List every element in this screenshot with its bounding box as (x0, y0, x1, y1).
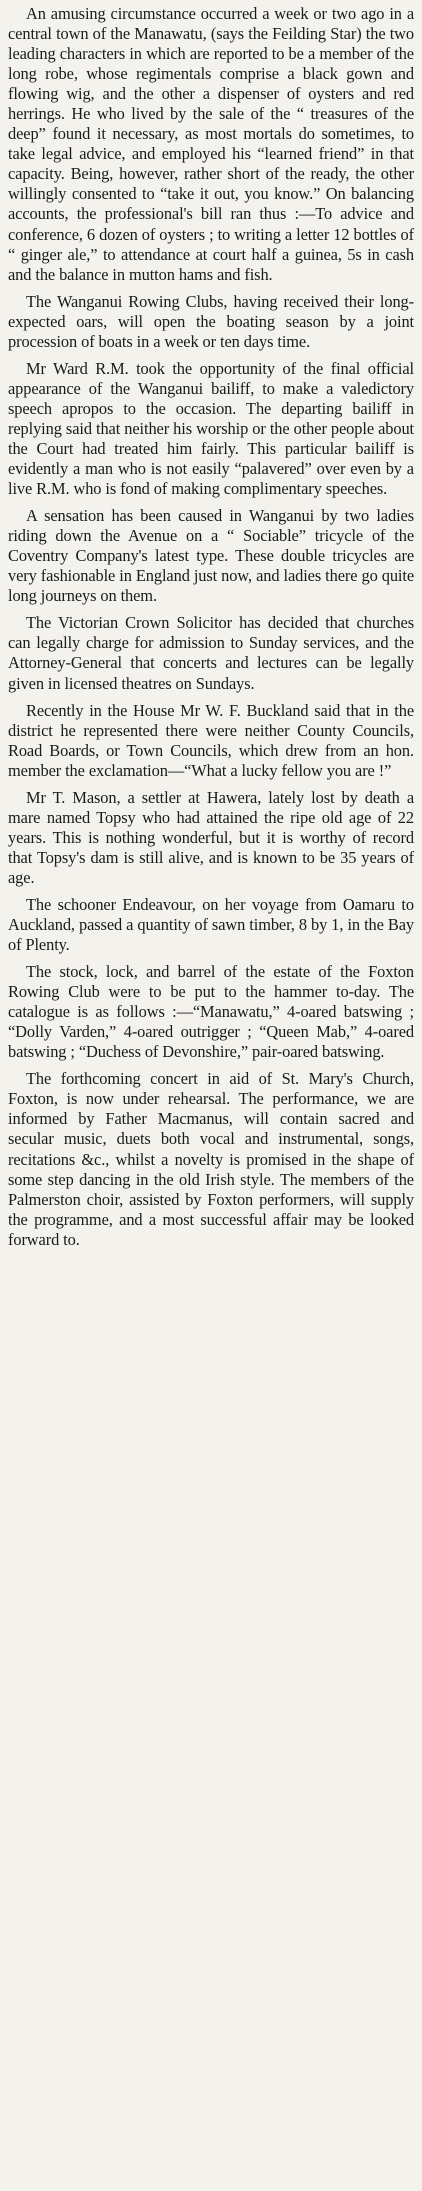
article-paragraph-crown-solicitor: The Victorian Crown Solicitor has decided that churches can legally charge for admission to Sunday services, and the Attorney-General that concerts and lectures can be legally given in licensed theatres on Sundays. (8, 613, 414, 693)
article-paragraph-tricycle: A sensation has been caused in Wanganui by two ladies riding down the Avenue on a “ Sociable” tricycle of the Coventry Company's latest type. These double tricycles are very fashionable in England just now, and ladies there go quite long journeys on them. (8, 506, 414, 606)
article-paragraph-concert: The forthcoming concert in aid of St. Mary's Church, Foxton, is now under rehearsal. The performance, we are informed by Father Macmanus, will contain sacred and secular music, duets both vocal and instrumental, songs, recitations &c., whilst a novelty is promised in the shape of some step dancing in the old Irish style. The members of the Palmerston choir, assisted by Foxton performers, will supply the programme, and a most successful affair may be looked forward to. (8, 1069, 414, 1249)
article-paragraph-buckland: Recently in the House Mr W. F. Buckland said that in the district he represented there were neither County Councils, Road Boards, or Town Councils, which drew from an hon. member the exclamation—“What a lucky fellow you are !” (8, 700, 414, 780)
article-paragraph-oysters: An amusing circumstance occurred a week or two ago in a central town of the Manawatu, (says the Feilding Star) the two leading characters in which are reported to be a member of the long robe, whose regimentals comprise a black gown and flowing wig, and the other a dispenser of oysters and red herrings. He who lived by the sale of the “ treasures of the deep” found it necessary, as most mortals do sometimes, to take legal advice, and employed his “learned friend” in that capacity. Being, however, rather short of the ready, the other willingly consented to “take it out, you know.” On balancing accounts, the professional's bill ran thus :—To advice and conference, 6 dozen of oysters ; to writing a letter 12 bottles of “ ginger ale,” to attendance at court half a guinea, 5s in cash and the balance in mutton hams and fish. (8, 4, 414, 284)
article-paragraph-topsy: Mr T. Mason, a settler at Hawera, lately lost by death a mare named Topsy who had attained the ripe old age of 22 years. This is nothing wonderful, but it is worthy of record that Topsy's dam is still alive, and is known to be 35 years of age. (8, 787, 414, 887)
article-paragraph-foxton-rowing: The stock, lock, and barrel of the estate of the Foxton Rowing Club were to be put to the hammer to-day. The catalogue is as follows :—“Manawatu,” 4-oared batswing ; “Dolly Varden,” 4-oared outrigger ; “Queen Mab,” 4-oared batswing ; “Duchess of Devonshire,” pair-oared batswing. (8, 962, 414, 1062)
article-paragraph-endeavour: The schooner Endeavour, on her voyage from Oamaru to Auckland, passed a quantity of sawn timber, 8 by 1, in the Bay of Plenty. (8, 894, 414, 955)
article-paragraph-bailiff: Mr Ward R.M. took the opportunity of the final official appearance of the Wanganui bailiff, to make a valedictory speech apropos to the occasion. The departing bailiff in replying said that neither his worship or the other people about the Court had treated him fairly. This particular bailiff is evidently a man who is not easily “palavered” over even by a live R.M. who is fond of making complimentary speeches. (8, 358, 414, 499)
article-paragraph-rowing-clubs: The Wanganui Rowing Clubs, having received their long-expected oars, will open the boating season by a joint procession of boats in a week or ten days time. (8, 291, 414, 351)
